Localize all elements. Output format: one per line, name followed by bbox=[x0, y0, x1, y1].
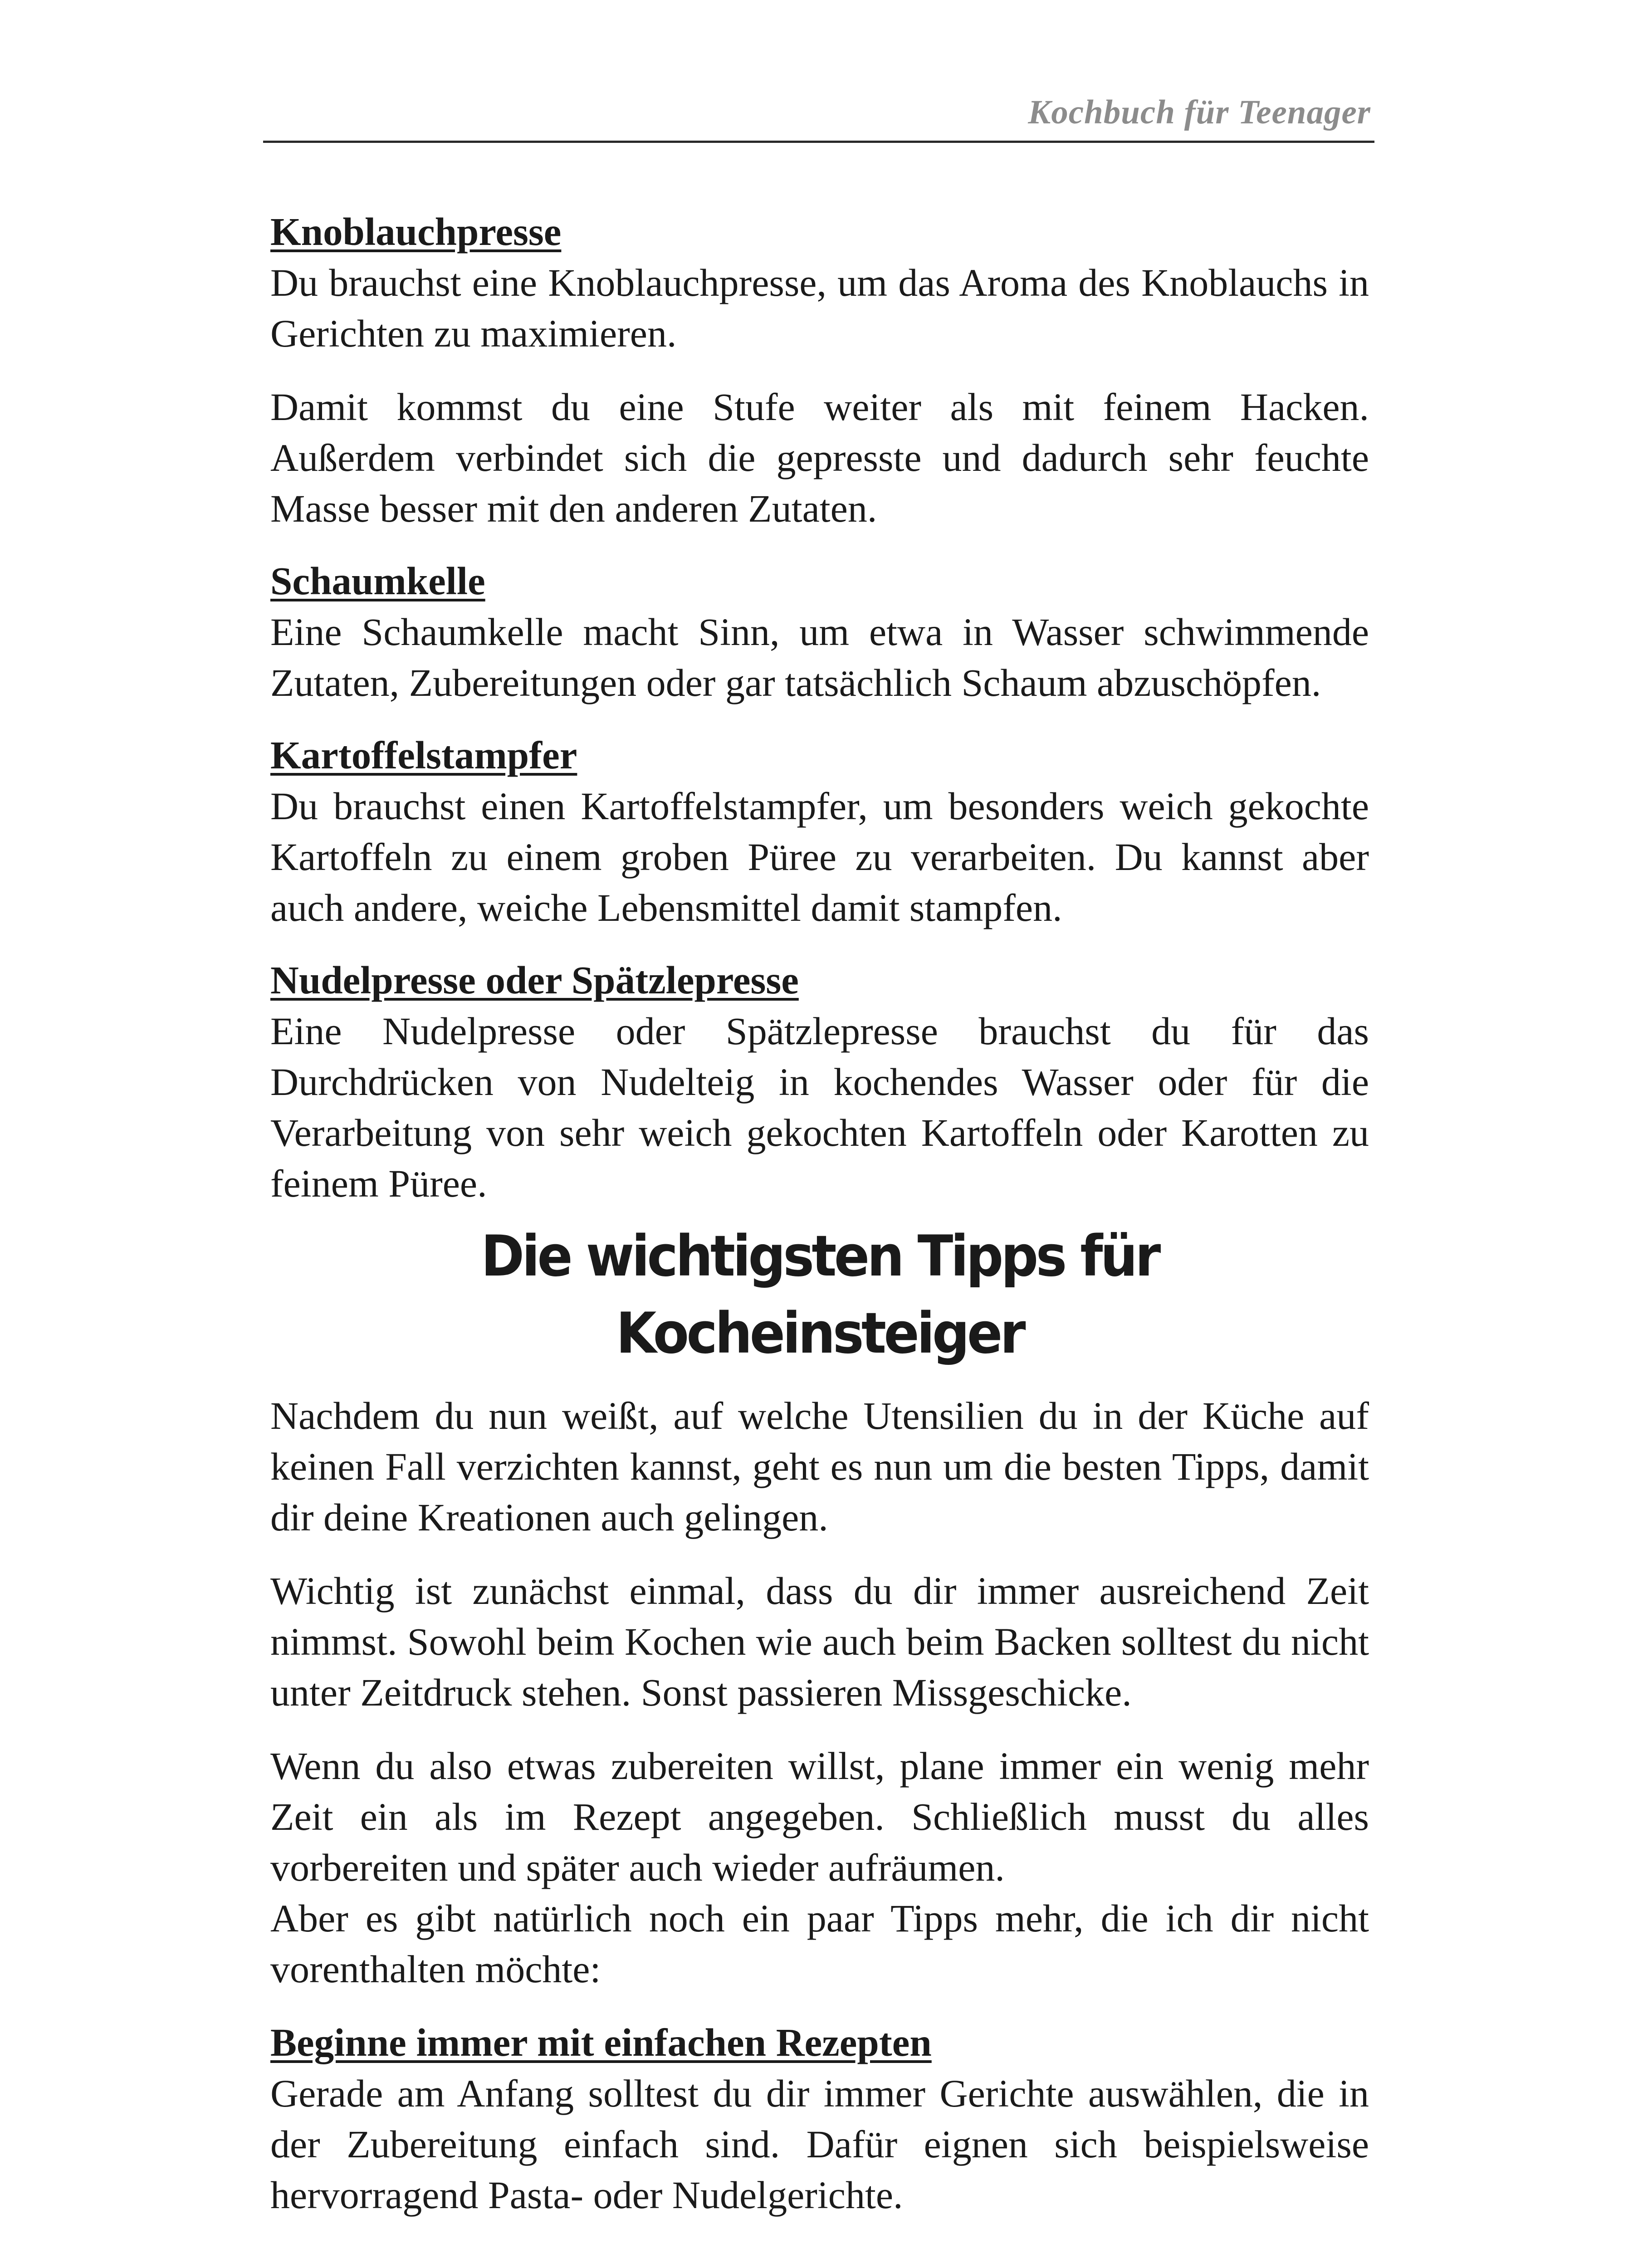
section-einfache-rezepte bbox=[270, 2017, 1369, 2220]
section-nudelpresse bbox=[270, 955, 1369, 1209]
section-heading: Beginne immer mit einfachen Rezepten bbox=[270, 2020, 932, 2064]
section-kartoffelstampfer bbox=[270, 730, 1369, 933]
section-paragraph: Gerade am Anfang solltest du dir immer Gerichte auswählen, die in der Zubereitung einfach sind. Dafür eignen sich beispielsweise hervorragend Pasta- oder Nudelgerichte. bbox=[270, 2072, 1369, 2217]
chapter-paragraph: Wichtig ist zunächst einmal, dass du dir immer ausreichend Zeit nimmst. Sowohl beim Kochen wie auch beim Backen solltest du nicht unter Zeitdruck stehen. Sonst passieren Missgeschicke. bbox=[270, 1569, 1369, 1714]
section-paragraph: Damit kommst du eine Stufe weiter als mit feinem Hacken. Außerdem verbindet sich die gepresste und dadurch sehr feuchte Masse besser mit den anderen Zutaten. bbox=[270, 385, 1369, 530]
header-rule bbox=[263, 141, 1374, 143]
section-heading: Schaumkelle bbox=[270, 559, 485, 603]
running-header-title: Kochbuch für Teenager bbox=[1028, 93, 1371, 131]
section-knoblauchpresse bbox=[270, 206, 1369, 534]
section-paragraph: Du brauchst einen Kartoffelstampfer, um besonders weich gekochte Kartoffeln zu einem groben Püree zu verarbeiten. Du kannst aber auch andere, weiche Lebensmittel damit stampfen. bbox=[270, 784, 1369, 929]
section-paragraph: Du brauchst eine Knoblauchpresse, um das Aroma des Knoblauchs in Gerichten zu maximieren. bbox=[270, 261, 1369, 355]
section-heading: Knoblauchpresse bbox=[270, 210, 562, 254]
section-paragraph: Eine Nudelpresse oder Spätzlepresse brauchst du für das Durchdrücken von Nudelteig in kochendes Wasser oder für die Verarbeitung von sehr weich gekochten Kartoffeln oder Karotten zu feinem Püree. bbox=[270, 1009, 1369, 1205]
section-schaumkelle bbox=[270, 556, 1369, 708]
section-paragraph: Eine Schaumkelle macht Sinn, um etwa in Wasser schwimmende Zutaten, Zubereitungen oder gar tatsächlich Schaum abzuschöpfen. bbox=[270, 610, 1369, 704]
chapter-paragraph: Wenn du also etwas zubereiten willst, plane immer ein wenig mehr Zeit ein als im Rezept angegeben. Schließlich musst du alles vorbereiten und später auch wieder aufräumen. bbox=[270, 1744, 1369, 1889]
chapter-paragraph: Aber es gibt natürlich noch ein paar Tipps mehr, die ich dir nicht vorenthalten möchte: bbox=[270, 1897, 1369, 1991]
page-body bbox=[270, 206, 1369, 2242]
chapter-title: Die wichtigsten Tipps für Kocheinsteiger bbox=[481, 1224, 1159, 1366]
section-heading: Nudelpresse oder Spätzlepresse bbox=[270, 958, 799, 1002]
section-heading: Kartoffelstampfer bbox=[270, 733, 577, 777]
chapter-paragraph: Nachdem du nun weißt, auf welche Utensilien du in der Küche auf keinen Fall verzichten kannst, geht es nun um die besten Tipps, damit dir deine Kreationen auch gelingen. bbox=[270, 1394, 1369, 1539]
